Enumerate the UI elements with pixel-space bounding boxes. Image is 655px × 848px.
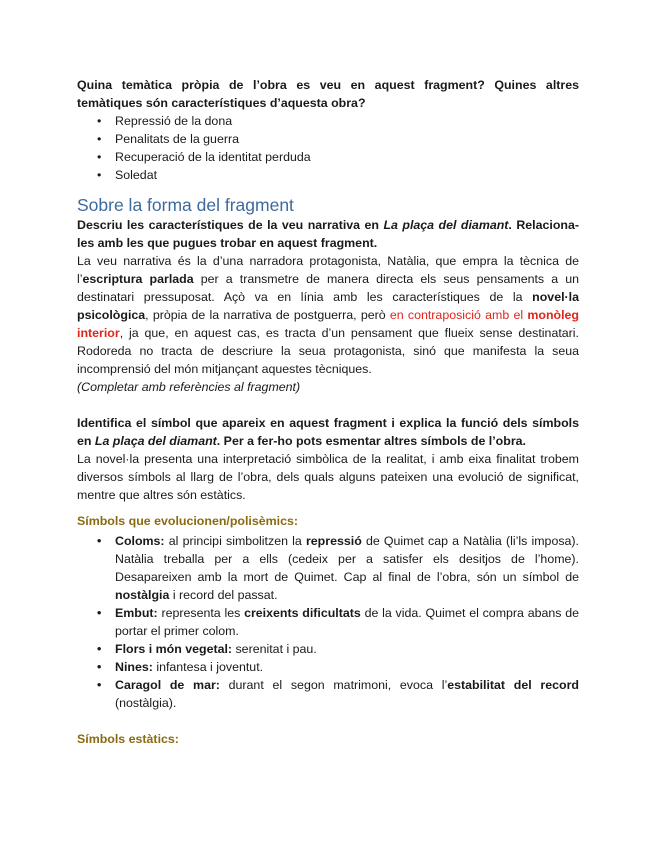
list-item: • Recuperació de la identitat perduda — [97, 148, 579, 166]
tematiques-list — [77, 112, 579, 184]
question-text: Identifica el símbol que apareix en aquest fragment i explica la funció dels símbols en — [77, 416, 579, 448]
list-item: • Coloms: al principi simbolitzen la repressió de Quimet cap a Natàlia (li’ls imposa). Natàlia treballa per a ells (cedeix per a satisfer els desitjos de l’home). Desapareixen amb la mort de Quimet. Cap al final de l’obra, són un símbol de nostàlgia i record del passat. — [97, 532, 579, 604]
answer-text: , ja que, en aquest cas, es tracta d’un pensament que flueix sense destinatari. Rodoreda no tracta de descriure la seua protagonista, sinó que manifesta la seua incomprensió del món mitjançant aquestes tècniques. — [77, 326, 579, 376]
list-item: • Penalitats de la guerra — [97, 130, 579, 148]
simbols-evolutius-heading: Símbols que evolucionen/polisèmics: — [77, 514, 299, 528]
list-item: • Embut: representa les creixents dificultats de la vida. Quimet el compra abans de portar el primer colom. — [97, 604, 579, 640]
symbol-term: Caragol de mar: — [115, 678, 220, 692]
simbol-question — [77, 414, 579, 450]
list-item: • Soledat — [97, 166, 579, 184]
question-text: . Per a fer-ho pots esmentar altres símbols de l’obra. — [216, 434, 526, 448]
symbol-term: Coloms: — [115, 534, 165, 548]
symbol-term: Embut: — [115, 606, 158, 620]
completar-note: (Completar amb referències al fragment) — [77, 380, 301, 394]
book-title: La plaça del diamant — [94, 434, 217, 448]
answer-text: La veu narrativa és la d’una narradora protagonista, Natàlia, que empra la tècnica de l’ — [77, 254, 579, 286]
question-text: Descriu les característiques de la veu narrativa en — [77, 218, 384, 232]
symbol-term: Nines: — [115, 660, 153, 674]
answer-text: , pròpia de la narrativa de postguerra, però — [145, 308, 390, 322]
highlighted-text: en contraposició amb el — [389, 308, 528, 322]
answer-text: per a transmetre de manera directa els seus pensaments a un destinatari pressuposat. Açò va en línia amb les característiques de la — [77, 272, 580, 304]
list-item: • Flors i món vegetal: serenitat i pau. — [97, 640, 579, 658]
document-content — [77, 76, 579, 748]
list-item: • Nines: infantesa i joventut. — [97, 658, 579, 676]
tematica-question: Quina temàtica pròpia de l’obra es veu en aquest fragment? Quines altres temàtiques són característiques d’aquesta obra? — [77, 78, 579, 110]
section-heading-forma: Sobre la forma del fragment — [77, 195, 294, 215]
simbols-estatics-heading: Símbols estàtics: — [77, 732, 179, 746]
answer-keyword: novel·la psicològica — [77, 290, 579, 322]
answer-keyword: escriptura parlada — [82, 272, 194, 286]
list-item: • Caragol de mar: durant el segon matrimoni, evoca l’estabilitat del record (nostàlgia). — [97, 676, 579, 712]
highlighted-keyword: monòleg interior — [77, 308, 579, 340]
simbols-intro: La novel·la presenta una interpretació simbòlica de la realitat, i amb eixa finalitat trobem diversos símbols al llarg de l’obra, dels quals alguns pateixen una evolució de significat, mentre que altres són estàtics. — [77, 452, 579, 502]
symbol-term: Flors i món vegetal: — [115, 642, 233, 656]
veu-narrativa-question — [77, 216, 579, 252]
veu-narrativa-answer — [77, 252, 579, 378]
book-title: La plaça del diamant — [383, 218, 509, 232]
simbols-evolutius-list — [77, 532, 579, 712]
list-item: • Repressió de la dona — [97, 112, 579, 130]
question-text: . Relaciona-les amb les que pugues trobar en aquest fragment. — [77, 218, 579, 250]
